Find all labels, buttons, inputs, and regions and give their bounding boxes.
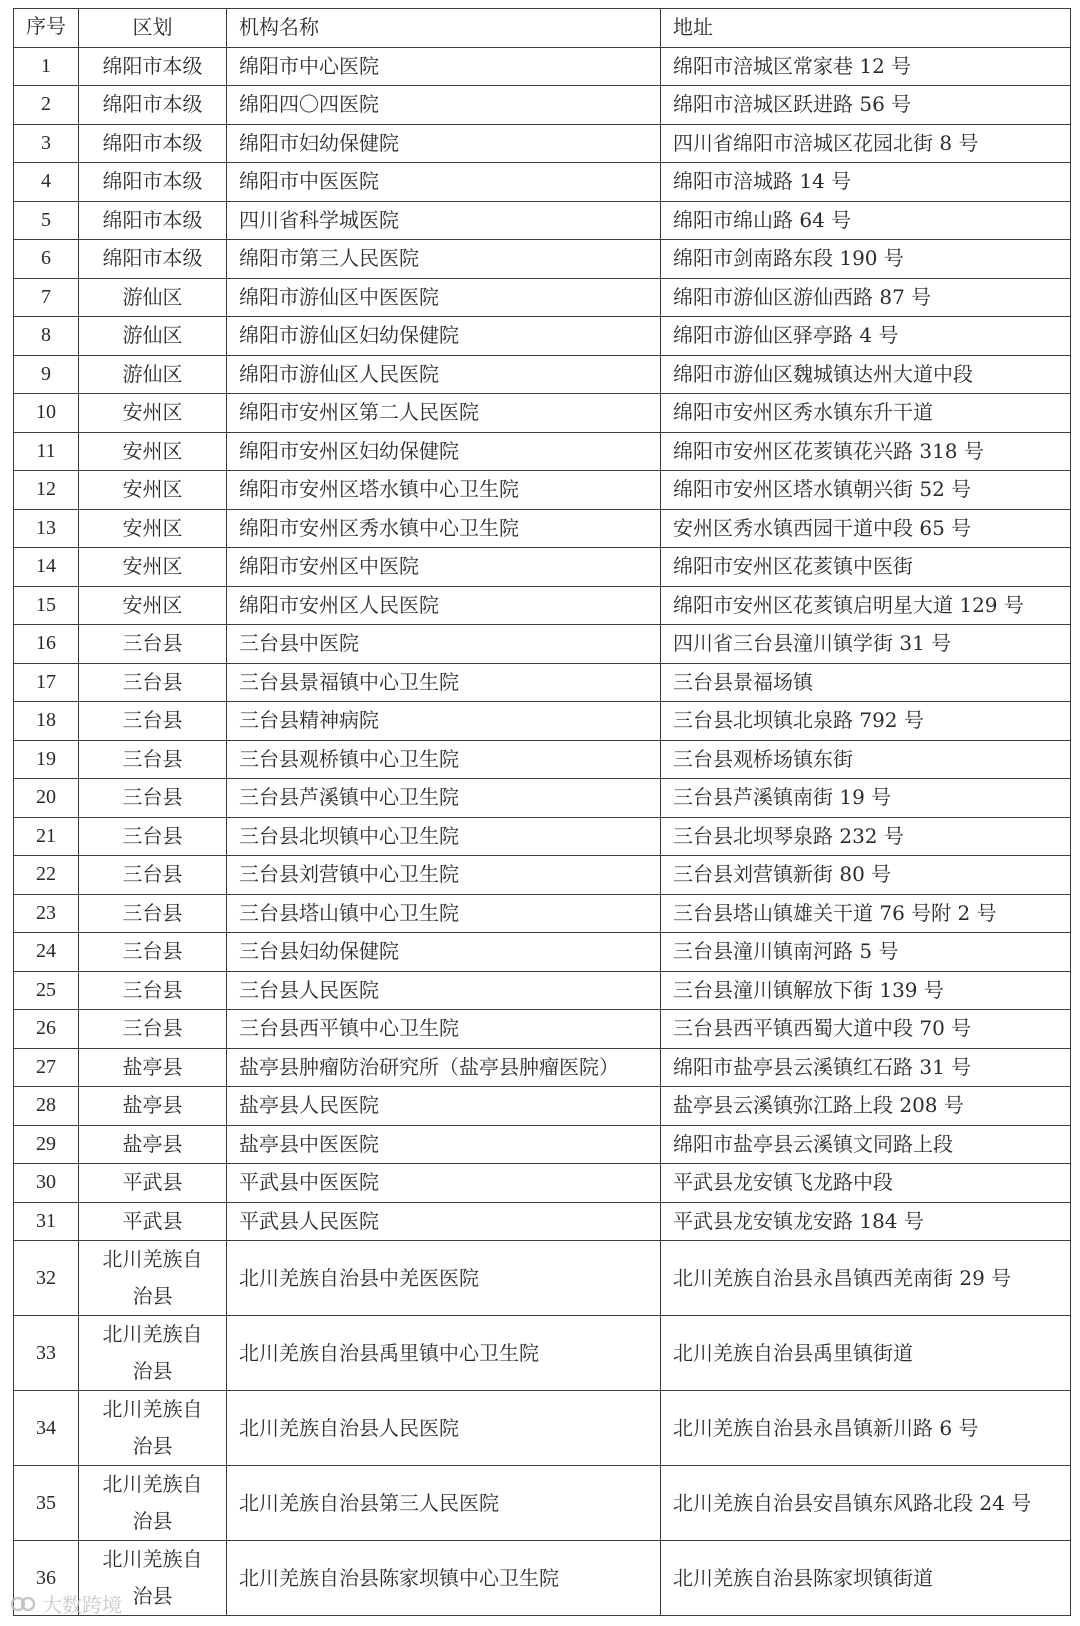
table-row bbox=[14, 702, 1071, 741]
cell-region: 游仙区 bbox=[79, 278, 227, 317]
table-row bbox=[14, 740, 1071, 779]
cell-index: 35 bbox=[14, 1466, 79, 1541]
cell-name: 绵阳市妇幼保健院 bbox=[227, 124, 661, 163]
table-row bbox=[14, 586, 1071, 625]
cell-address: 绵阳市盐亭县云溪镇文同路上段 bbox=[661, 1125, 1071, 1164]
cell-index: 29 bbox=[14, 1125, 79, 1164]
cell-index: 12 bbox=[14, 471, 79, 510]
cell-region: 平武县 bbox=[79, 1202, 227, 1241]
cell-address: 三台县芦溪镇南街 19 号 bbox=[661, 779, 1071, 818]
cell-address: 三台县北坝琴泉路 232 号 bbox=[661, 817, 1071, 856]
cell-address: 三台县景福场镇 bbox=[661, 663, 1071, 702]
cell-region: 北川羌族自治县 bbox=[79, 1241, 227, 1316]
cell-address: 四川省三台县潼川镇学街 31 号 bbox=[661, 625, 1071, 664]
cell-index: 4 bbox=[14, 163, 79, 202]
cell-address: 北川羌族自治县永昌镇新川路 6 号 bbox=[661, 1391, 1071, 1466]
cell-name: 三台县北坝镇中心卫生院 bbox=[227, 817, 661, 856]
table-row bbox=[14, 86, 1071, 125]
cell-region: 安州区 bbox=[79, 394, 227, 433]
table-row bbox=[14, 1048, 1071, 1087]
institution-table bbox=[13, 8, 1071, 1616]
cell-region: 北川羌族自治县 bbox=[79, 1466, 227, 1541]
cell-index: 25 bbox=[14, 971, 79, 1010]
cell-address: 北川羌族自治县陈家坝镇街道 bbox=[661, 1541, 1071, 1616]
table-row bbox=[14, 317, 1071, 356]
cell-index: 21 bbox=[14, 817, 79, 856]
cell-index: 2 bbox=[14, 86, 79, 125]
cell-name: 三台县中医院 bbox=[227, 625, 661, 664]
table-row bbox=[14, 894, 1071, 933]
cell-address: 绵阳市游仙区魏城镇达州大道中段 bbox=[661, 355, 1071, 394]
cell-name: 绵阳市第三人民医院 bbox=[227, 240, 661, 279]
table-row bbox=[14, 278, 1071, 317]
table-row bbox=[14, 625, 1071, 664]
cell-name: 平武县中医医院 bbox=[227, 1164, 661, 1203]
cell-region: 绵阳市本级 bbox=[79, 163, 227, 202]
cell-name: 三台县观桥镇中心卫生院 bbox=[227, 740, 661, 779]
cell-index: 32 bbox=[14, 1241, 79, 1316]
cell-region: 北川羌族自治县 bbox=[79, 1316, 227, 1391]
cell-name: 三台县西平镇中心卫生院 bbox=[227, 1010, 661, 1049]
cell-index: 14 bbox=[14, 548, 79, 587]
header-region: 区划 bbox=[79, 9, 227, 48]
cell-name: 绵阳市中心医院 bbox=[227, 47, 661, 86]
table-row bbox=[14, 548, 1071, 587]
cell-address: 北川羌族自治县禹里镇街道 bbox=[661, 1316, 1071, 1391]
cell-index: 6 bbox=[14, 240, 79, 279]
table-row bbox=[14, 1391, 1071, 1466]
cell-region: 三台县 bbox=[79, 817, 227, 856]
cell-region: 安州区 bbox=[79, 432, 227, 471]
table-body bbox=[14, 47, 1071, 1616]
cell-region: 三台县 bbox=[79, 894, 227, 933]
cell-name: 绵阳市安州区妇幼保健院 bbox=[227, 432, 661, 471]
cell-address: 三台县刘营镇新街 80 号 bbox=[661, 856, 1071, 895]
cell-address: 绵阳市剑南路东段 190 号 bbox=[661, 240, 1071, 279]
cell-index: 24 bbox=[14, 933, 79, 972]
cell-index: 34 bbox=[14, 1391, 79, 1466]
header-index: 序号 bbox=[14, 9, 79, 48]
cell-name: 绵阳市安州区中医院 bbox=[227, 548, 661, 587]
cell-index: 11 bbox=[14, 432, 79, 471]
cell-address: 安州区秀水镇西园干道中段 65 号 bbox=[661, 509, 1071, 548]
cell-name: 绵阳市安州区第二人民医院 bbox=[227, 394, 661, 433]
cell-address: 绵阳市游仙区游仙西路 87 号 bbox=[661, 278, 1071, 317]
cell-address: 四川省绵阳市涪城区花园北街 8 号 bbox=[661, 124, 1071, 163]
cell-address: 盐亭县云溪镇弥江路上段 208 号 bbox=[661, 1087, 1071, 1126]
cell-index: 13 bbox=[14, 509, 79, 548]
cell-region: 绵阳市本级 bbox=[79, 86, 227, 125]
cell-index: 8 bbox=[14, 317, 79, 356]
table-row bbox=[14, 124, 1071, 163]
table-row bbox=[14, 1541, 1071, 1616]
cell-region: 三台县 bbox=[79, 702, 227, 741]
table-row bbox=[14, 471, 1071, 510]
cell-index: 9 bbox=[14, 355, 79, 394]
cell-index: 3 bbox=[14, 124, 79, 163]
cell-name: 三台县塔山镇中心卫生院 bbox=[227, 894, 661, 933]
header-name: 机构名称 bbox=[227, 9, 661, 48]
cell-address: 绵阳市涪城区跃进路 56 号 bbox=[661, 86, 1071, 125]
cell-address: 绵阳市安州区花荄镇中医街 bbox=[661, 548, 1071, 587]
cell-address: 绵阳市安州区秀水镇东升干道 bbox=[661, 394, 1071, 433]
table-row bbox=[14, 1125, 1071, 1164]
cell-address: 三台县观桥场镇东街 bbox=[661, 740, 1071, 779]
table-row bbox=[14, 47, 1071, 86]
cell-region: 游仙区 bbox=[79, 355, 227, 394]
watermark-text: 大数跨境 bbox=[42, 1593, 122, 1617]
cell-region: 安州区 bbox=[79, 586, 227, 625]
cell-index: 16 bbox=[14, 625, 79, 664]
cell-name: 三台县刘营镇中心卫生院 bbox=[227, 856, 661, 895]
cell-address: 三台县潼川镇南河路 5 号 bbox=[661, 933, 1071, 972]
cell-name: 三台县芦溪镇中心卫生院 bbox=[227, 779, 661, 818]
cell-name: 绵阳市游仙区妇幼保健院 bbox=[227, 317, 661, 356]
cell-address: 绵阳市盐亭县云溪镇红石路 31 号 bbox=[661, 1048, 1071, 1087]
table-row bbox=[14, 1202, 1071, 1241]
cell-region: 绵阳市本级 bbox=[79, 240, 227, 279]
cell-address: 北川羌族自治县安昌镇东风路北段 24 号 bbox=[661, 1466, 1071, 1541]
cell-name: 盐亭县人民医院 bbox=[227, 1087, 661, 1126]
cell-name: 绵阳市中医医院 bbox=[227, 163, 661, 202]
cell-name: 绵阳市游仙区中医医院 bbox=[227, 278, 661, 317]
table-row bbox=[14, 933, 1071, 972]
table-row bbox=[14, 779, 1071, 818]
cell-index: 20 bbox=[14, 779, 79, 818]
cell-region: 绵阳市本级 bbox=[79, 47, 227, 86]
table-row bbox=[14, 1087, 1071, 1126]
cell-region: 安州区 bbox=[79, 471, 227, 510]
table-row bbox=[14, 509, 1071, 548]
cell-address: 北川羌族自治县永昌镇西羌南街 29 号 bbox=[661, 1241, 1071, 1316]
cell-name: 绵阳市安州区人民医院 bbox=[227, 586, 661, 625]
cell-index: 28 bbox=[14, 1087, 79, 1126]
cell-region: 三台县 bbox=[79, 740, 227, 779]
cell-index: 18 bbox=[14, 702, 79, 741]
cell-name: 北川羌族自治县人民医院 bbox=[227, 1391, 661, 1466]
cell-address: 三台县西平镇西蜀大道中段 70 号 bbox=[661, 1010, 1071, 1049]
cell-region: 盐亭县 bbox=[79, 1087, 227, 1126]
cell-index: 36 bbox=[14, 1541, 79, 1616]
cell-name: 盐亭县中医医院 bbox=[227, 1125, 661, 1164]
cell-region: 三台县 bbox=[79, 1010, 227, 1049]
table-row bbox=[14, 1164, 1071, 1203]
cell-address: 平武县龙安镇龙安路 184 号 bbox=[661, 1202, 1071, 1241]
table-row bbox=[14, 355, 1071, 394]
table-header-row bbox=[14, 9, 1071, 48]
table-row bbox=[14, 1241, 1071, 1316]
cell-region: 绵阳市本级 bbox=[79, 124, 227, 163]
table-row bbox=[14, 163, 1071, 202]
cell-address: 三台县塔山镇雄关干道 76 号附 2 号 bbox=[661, 894, 1071, 933]
cell-name: 三台县精神病院 bbox=[227, 702, 661, 741]
cell-index: 33 bbox=[14, 1316, 79, 1391]
cell-region: 盐亭县 bbox=[79, 1048, 227, 1087]
table-row bbox=[14, 663, 1071, 702]
cell-name: 绵阳四〇四医院 bbox=[227, 86, 661, 125]
cell-address: 绵阳市安州区塔水镇朝兴街 52 号 bbox=[661, 471, 1071, 510]
cell-index: 7 bbox=[14, 278, 79, 317]
cell-region: 北川羌族自治县 bbox=[79, 1541, 227, 1616]
cell-region: 盐亭县 bbox=[79, 1125, 227, 1164]
cell-index: 10 bbox=[14, 394, 79, 433]
cell-address: 绵阳市安州区花荄镇启明星大道 129 号 bbox=[661, 586, 1071, 625]
cell-region: 北川羌族自治县 bbox=[79, 1391, 227, 1466]
cell-region: 三台县 bbox=[79, 625, 227, 664]
cell-index: 31 bbox=[14, 1202, 79, 1241]
cell-region: 三台县 bbox=[79, 856, 227, 895]
cell-region: 三台县 bbox=[79, 933, 227, 972]
cell-region: 安州区 bbox=[79, 548, 227, 587]
cell-name: 北川羌族自治县陈家坝镇中心卫生院 bbox=[227, 1541, 661, 1616]
cell-index: 23 bbox=[14, 894, 79, 933]
cell-address: 绵阳市绵山路 64 号 bbox=[661, 201, 1071, 240]
cell-index: 26 bbox=[14, 1010, 79, 1049]
cell-name: 盐亭县肿瘤防治研究所（盐亭县肿瘤医院） bbox=[227, 1048, 661, 1087]
cell-index: 30 bbox=[14, 1164, 79, 1203]
cell-address: 绵阳市安州区花荄镇花兴路 318 号 bbox=[661, 432, 1071, 471]
cell-region: 三台县 bbox=[79, 779, 227, 818]
cell-name: 三台县妇幼保健院 bbox=[227, 933, 661, 972]
cell-name: 绵阳市游仙区人民医院 bbox=[227, 355, 661, 394]
cell-index: 27 bbox=[14, 1048, 79, 1087]
cell-name: 四川省科学城医院 bbox=[227, 201, 661, 240]
cell-index: 1 bbox=[14, 47, 79, 86]
cell-index: 17 bbox=[14, 663, 79, 702]
table-row bbox=[14, 817, 1071, 856]
cell-index: 22 bbox=[14, 856, 79, 895]
cell-index: 19 bbox=[14, 740, 79, 779]
cell-address: 绵阳市涪城区常家巷 12 号 bbox=[661, 47, 1071, 86]
cell-name: 北川羌族自治县中羌医医院 bbox=[227, 1241, 661, 1316]
table-row bbox=[14, 856, 1071, 895]
cell-address: 三台县潼川镇解放下街 139 号 bbox=[661, 971, 1071, 1010]
cell-index: 5 bbox=[14, 201, 79, 240]
cell-region: 绵阳市本级 bbox=[79, 201, 227, 240]
header-address: 地址 bbox=[661, 9, 1071, 48]
table-row bbox=[14, 1466, 1071, 1541]
cell-name: 北川羌族自治县第三人民医院 bbox=[227, 1466, 661, 1541]
cell-name: 绵阳市安州区秀水镇中心卫生院 bbox=[227, 509, 661, 548]
cell-name: 三台县景福镇中心卫生院 bbox=[227, 663, 661, 702]
table-row bbox=[14, 201, 1071, 240]
table-row bbox=[14, 432, 1071, 471]
cell-address: 平武县龙安镇飞龙路中段 bbox=[661, 1164, 1071, 1203]
institution-table-container bbox=[13, 8, 1070, 1616]
cell-region: 安州区 bbox=[79, 509, 227, 548]
cell-region: 三台县 bbox=[79, 663, 227, 702]
cell-address: 三台县北坝镇北泉路 792 号 bbox=[661, 702, 1071, 741]
cell-region: 游仙区 bbox=[79, 317, 227, 356]
cell-region: 平武县 bbox=[79, 1164, 227, 1203]
table-row bbox=[14, 394, 1071, 433]
table-row bbox=[14, 240, 1071, 279]
cell-index: 15 bbox=[14, 586, 79, 625]
cell-name: 平武县人民医院 bbox=[227, 1202, 661, 1241]
cell-address: 绵阳市涪城路 14 号 bbox=[661, 163, 1071, 202]
table-row bbox=[14, 1010, 1071, 1049]
cell-name: 北川羌族自治县禹里镇中心卫生院 bbox=[227, 1316, 661, 1391]
cell-region: 三台县 bbox=[79, 971, 227, 1010]
cell-address: 绵阳市游仙区驿亭路 4 号 bbox=[661, 317, 1071, 356]
table-row bbox=[14, 971, 1071, 1010]
table-row bbox=[14, 1316, 1071, 1391]
cell-name: 绵阳市安州区塔水镇中心卫生院 bbox=[227, 471, 661, 510]
cell-name: 三台县人民医院 bbox=[227, 971, 661, 1010]
